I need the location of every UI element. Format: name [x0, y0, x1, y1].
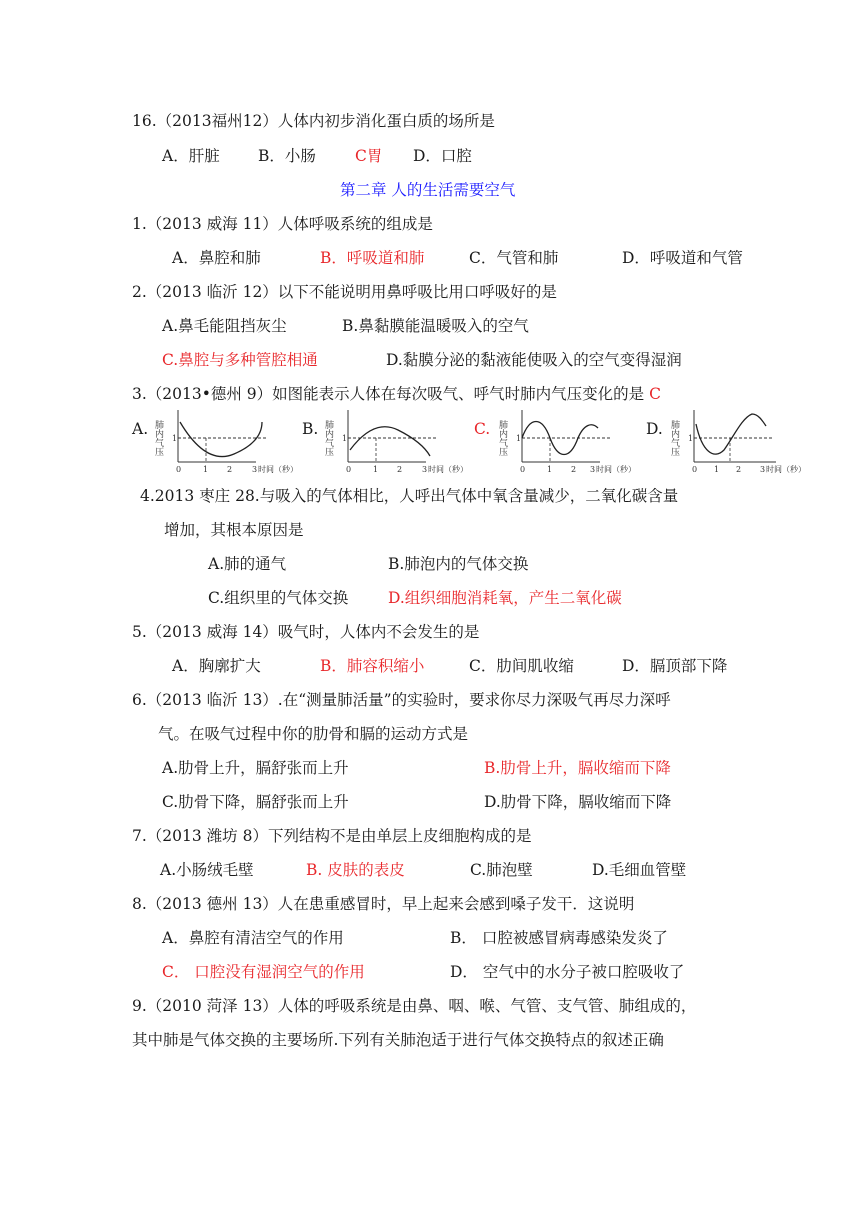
q16-option-b: B．小肠 [258, 147, 316, 165]
q1-option-a: A．鼻腔和肺 [172, 249, 261, 267]
q7-option-a: A.小肠绒毛壁 [160, 861, 254, 879]
q7-option-c: C.肺泡壁 [470, 861, 533, 879]
q3-graph-a-xlabel: 时间（秒） [258, 465, 298, 474]
q2-option-a: A.鼻毛能阻挡灰尘 [162, 317, 287, 335]
svg-text:2: 2 [571, 465, 577, 474]
svg-text:1: 1 [203, 465, 209, 474]
q2-option-b: B.鼻黏膜能温暖吸入的空气 [342, 317, 529, 335]
q1-option-c: C．气管和肺 [469, 249, 559, 267]
q2-stem: 2.（2013 临沂 12）以下不能说明用鼻呼吸比用口呼吸好的是 [132, 283, 557, 301]
q8-option-a: A．鼻腔有清洁空气的作用 [162, 929, 344, 947]
q3-graph-c-label: C. [474, 420, 491, 438]
q8-option-b: B． 口腔被感冒病毒感染发炎了 [450, 929, 668, 947]
q3-graph-a-label: A. [132, 420, 149, 438]
q6-option-a: A.肋骨上升，膈舒张而上升 [162, 759, 349, 777]
q3-graph-c [497, 406, 640, 476]
q3-graph-c-ylabel: 肺内气压 [497, 420, 507, 456]
svg-text:1: 1 [342, 434, 348, 443]
q9-stem-line1: 9.（2010 菏泽 13）人体的呼吸系统是由鼻、咽、喉、气管、支气管、肺组成的， [132, 997, 697, 1015]
q8-option-c: C． 口腔没有湿润空气的作用 [162, 963, 365, 981]
q2-option-d: D.黏膜分泌的黏液能使吸入的空气变得湿润 [386, 351, 682, 369]
q16-option-d: D．口腔 [413, 147, 472, 165]
q1-option-b: B．呼吸道和肺 [320, 249, 425, 267]
svg-text:1: 1 [714, 465, 720, 474]
q3-graph-b-xlabel: 时间（秒） [428, 465, 468, 474]
q3-graph-a-ylabel: 肺内气压 [153, 420, 163, 456]
svg-text:0: 0 [692, 465, 698, 474]
svg-text:0: 0 [346, 465, 352, 474]
q4-stem-line2: 增加，其根本原因是 [164, 521, 304, 539]
q4-option-b: B.肺泡内的气体交换 [388, 555, 529, 573]
q5-option-a: A．胸廓扩大 [172, 657, 261, 675]
q1-option-d: D．呼吸道和气管 [622, 249, 743, 267]
svg-text:2: 2 [397, 465, 403, 474]
svg-text:1: 1 [547, 465, 553, 474]
q3-graph-d-label: D. [646, 420, 663, 438]
svg-text:2: 2 [736, 465, 742, 474]
q6-stem-line2: 气。在吸气过程中你的肋骨和膈的运动方式是 [158, 725, 469, 743]
q3-graph-b-ylabel: 肺内气压 [323, 420, 333, 456]
q5-option-d: D．膈顶部下降 [622, 657, 728, 675]
q5-stem: 5.（2013 威海 14）吸气时，人体内不会发生的是 [132, 623, 480, 641]
q1-stem: 1.（2013 威海 11）人体呼吸系统的组成是 [132, 215, 433, 233]
q4-stem-line1: 4.2013 枣庄 28.与吸入的气体相比，人呼出气体中氧含量减少，二氧化碳含量 [140, 487, 679, 505]
q5-option-b: B．肺容积缩小 [320, 657, 425, 675]
q6-option-d: D.肋骨下降，膈收缩而下降 [484, 793, 672, 811]
svg-text:3: 3 [252, 465, 258, 474]
q7-option-d: D.毛细血管壁 [592, 861, 687, 879]
q2-option-c: C.鼻腔与多种管腔相通 [162, 351, 318, 369]
svg-text:1: 1 [373, 465, 379, 474]
q6-stem-line1: 6.（2013 临沂 13）.在“测量肺活量”的实验时，要求你尽力深吸气再尽力深呼 [132, 691, 671, 709]
q3-graph-d-xlabel: 时间（秒） [766, 465, 806, 474]
q3-graph-b [323, 406, 468, 476]
svg-text:3: 3 [590, 465, 596, 474]
q3-answer: C [649, 385, 661, 403]
svg-text:1: 1 [516, 434, 522, 443]
q9-stem-line2: 其中肺是气体交换的主要场所.下列有关肺泡适于进行气体交换特点的叙述正确 [132, 1031, 664, 1049]
chapter-title: 第二章 人的生活需要空气 [340, 181, 516, 199]
q3-graph-b-label: B. [302, 420, 319, 438]
svg-text:1: 1 [172, 434, 178, 443]
q6-option-c: C.肋骨下降，膈舒张而上升 [162, 793, 349, 811]
svg-text:0: 0 [520, 465, 526, 474]
q3-graph-c-xlabel: 时间（秒） [596, 465, 636, 474]
q3-graph-d [669, 406, 822, 476]
svg-text:1: 1 [688, 434, 694, 443]
q5-option-c: C．肋间肌收缩 [469, 657, 574, 675]
q3-graph-d-ylabel: 肺内气压 [669, 420, 679, 456]
svg-text:3: 3 [760, 465, 766, 474]
svg-text:2: 2 [227, 465, 233, 474]
q16-option-c: C胃 [355, 147, 383, 165]
q8-option-d: D． 空气中的水分子被口腔吸收了 [450, 963, 685, 981]
q7-option-b: B. 皮肤的表皮 [306, 861, 405, 879]
svg-text:0: 0 [176, 465, 182, 474]
q3-stem: 3.（2013•德州 9）如图能表示人体在每次吸气、呼气时肺内气压变化的是 C [132, 385, 661, 403]
svg-text:3: 3 [422, 465, 428, 474]
q4-option-d: D.组织细胞消耗氧，产生二氧化碳 [388, 589, 622, 607]
q8-stem: 8.（2013 德州 13）人在患重感冒时，早上起来会感到嗓子发干．这说明 [132, 895, 635, 913]
q7-stem: 7.（2013 潍坊 8）下列结构不是由单层上皮细胞构成的是 [132, 827, 532, 845]
q4-option-a: A.肺的通气 [208, 555, 287, 573]
q16-stem: 16.（2013福州12）人体内初步消化蛋白质的场所是 [132, 112, 495, 130]
q4-option-c: C.组织里的气体交换 [208, 589, 349, 607]
q6-option-b: B.肋骨上升，膈收缩而下降 [484, 759, 671, 777]
q16-option-a: A．肝脏 [162, 147, 220, 165]
q3-graph-a [153, 406, 298, 476]
